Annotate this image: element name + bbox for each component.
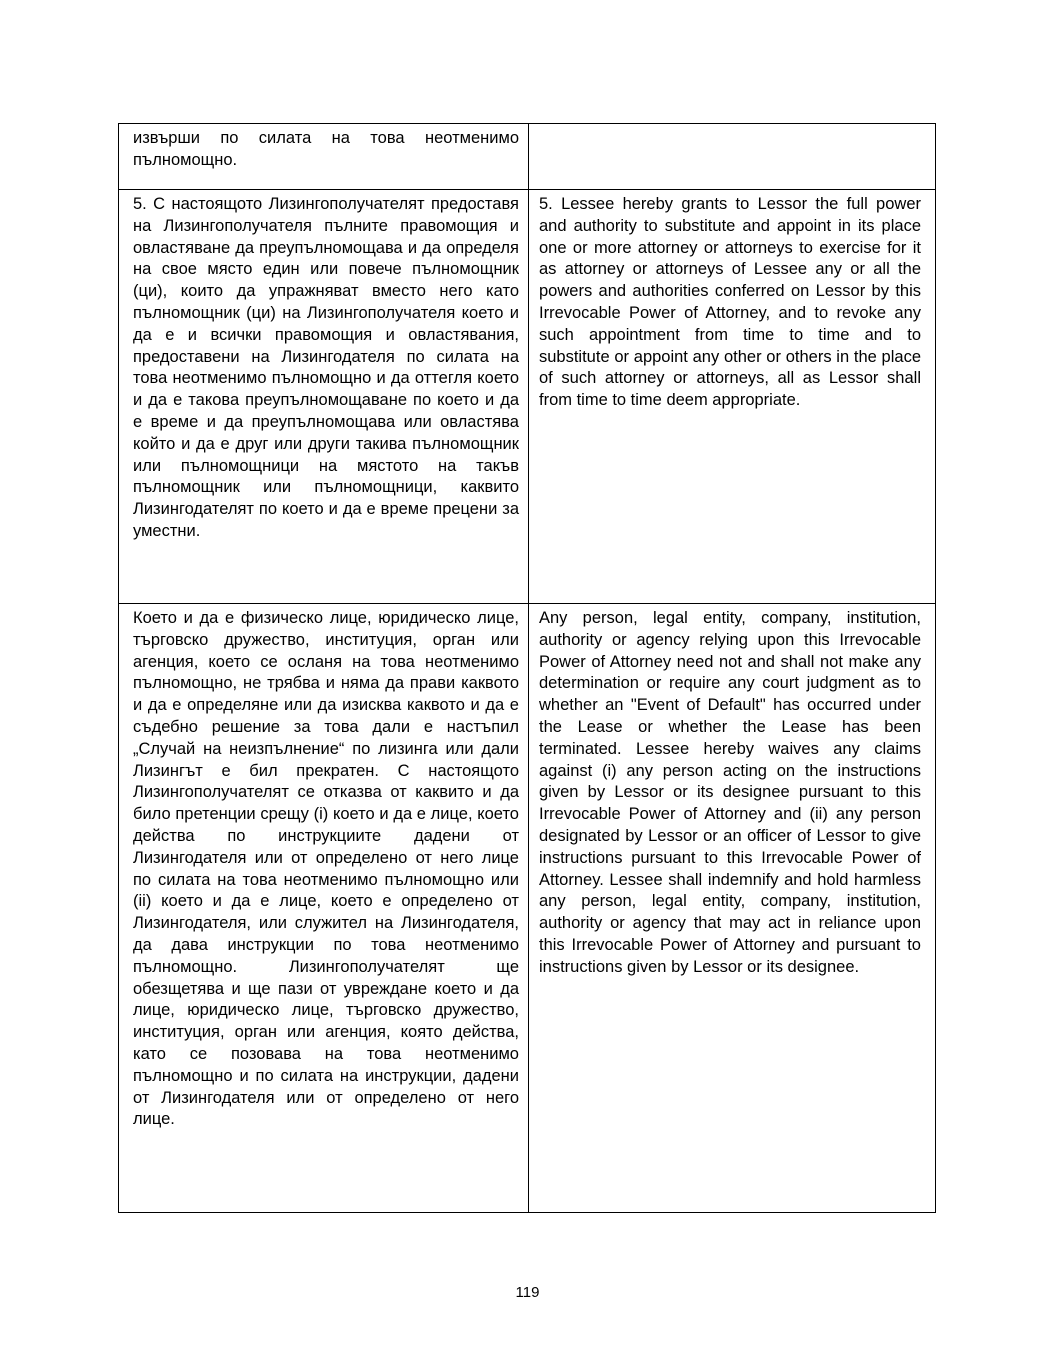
cell-english-clause-5: 5. Lessee hereby grants to Lessor the full power and authority to substitute and appoint in its place one or more attorney or attorneys to exercise for it as attorney or attorneys of Lessee any or all the powers and authorities conferred on Lessor by this Irrevocable Power of Attorney, and to revoke any such appointment from time to time and to substitute or appoint any other or others in the place of such attorney or attorneys, all as Lessor shall from time to time deem appropriate. xyxy=(528,190,935,603)
page-number: 119 xyxy=(515,1284,540,1301)
cell-bulgarian-reliance-clause: Което и да е физическо лице, юридическо лице, търговско дружество, институция, орган или агенция, което се осланя на това неотменимо пълномощно, не трябва и няма да прави каквото и да е определяне или да изисква каквото и да е съдебно решение за това дали е настъпил „Случай на неизпълнение“ по лизинга или дали Лизингът е бил прекратен. С настоящото Лизингополучателят се отказва от каквито и да било претенции срещу (i) което и да е лице, което действа по инструкциите дадени от Лизингодателя или от определено от него лице по силата на това неотменимо пълномощно или (ii) което и да е лице, което е определено от Лизингодателя, или служител на Лизингодателя, да дава инструкции по това неотменимо пълномощно. Лизингополучателят ще обезщетява и ще пази от увреждане което и да лице, юридическо лице, търговско дружество, институция, орган или агенция, която действа, като се позовава на това неотменимо пълномощно и по силата на инструкции, дадени от Лизингодателя или от определено от него лице. xyxy=(133,609,519,1129)
table-row xyxy=(119,124,935,189)
cell-english-empty xyxy=(528,124,935,189)
table-row xyxy=(119,603,935,1212)
cell-bulgarian-continuation: извърши по силата на това неотменимо пълномощно. xyxy=(133,129,519,169)
cell-english-reliance-clause: Any person, legal entity, company, institution, authority or agency relying upon this Irrevocable Power of Attorney need not and shall not make any determination or require any court judgment as to whether an "Event of Default" has occurred under the Lease or whether the Lease has been terminated. Lessee hereby waives any claims against (i) any person acting on the instructions given by Lessor or its designee pursuant to this Irrevocable Power of Attorney and (ii) any person designated by Lessor or an officer of Lessor to give instructions pursuant to this Irrevocable Power of Attorney. Lessee shall indemnify and hold harmless any person, legal entity, company, institution, authority or agency that may act in reliance upon this Irrevocable Power of Attorney and pursuant to instructions given by Lessor or its designee. xyxy=(528,604,935,1212)
bilingual-clause-table xyxy=(118,123,936,1213)
table-row xyxy=(119,189,935,603)
cell-bulgarian-clause-5: 5. С настоящото Лизингополучателят предоставя на Лизингополучателя пълните правомощия и овластяване да преупълномощава и да определя на свое място един или повече пълномощник (ци), които да упражняват вместо него като пълномощник (ци) на Лизингополучателя което и да е и всички правомощия и овластявания, предоставени на Лизингодателя по силата на това неотменимо пълномощно и да оттегля което и да е такова преупълномощаване по което и да е време и да преупълномощава или овластява който и да е друг или други такива пълномощник или пълномощници на мястото на такъв пълномощник или пълномощници, каквито Лизингодателят по което и да е време прецени за уместни. xyxy=(133,195,519,540)
